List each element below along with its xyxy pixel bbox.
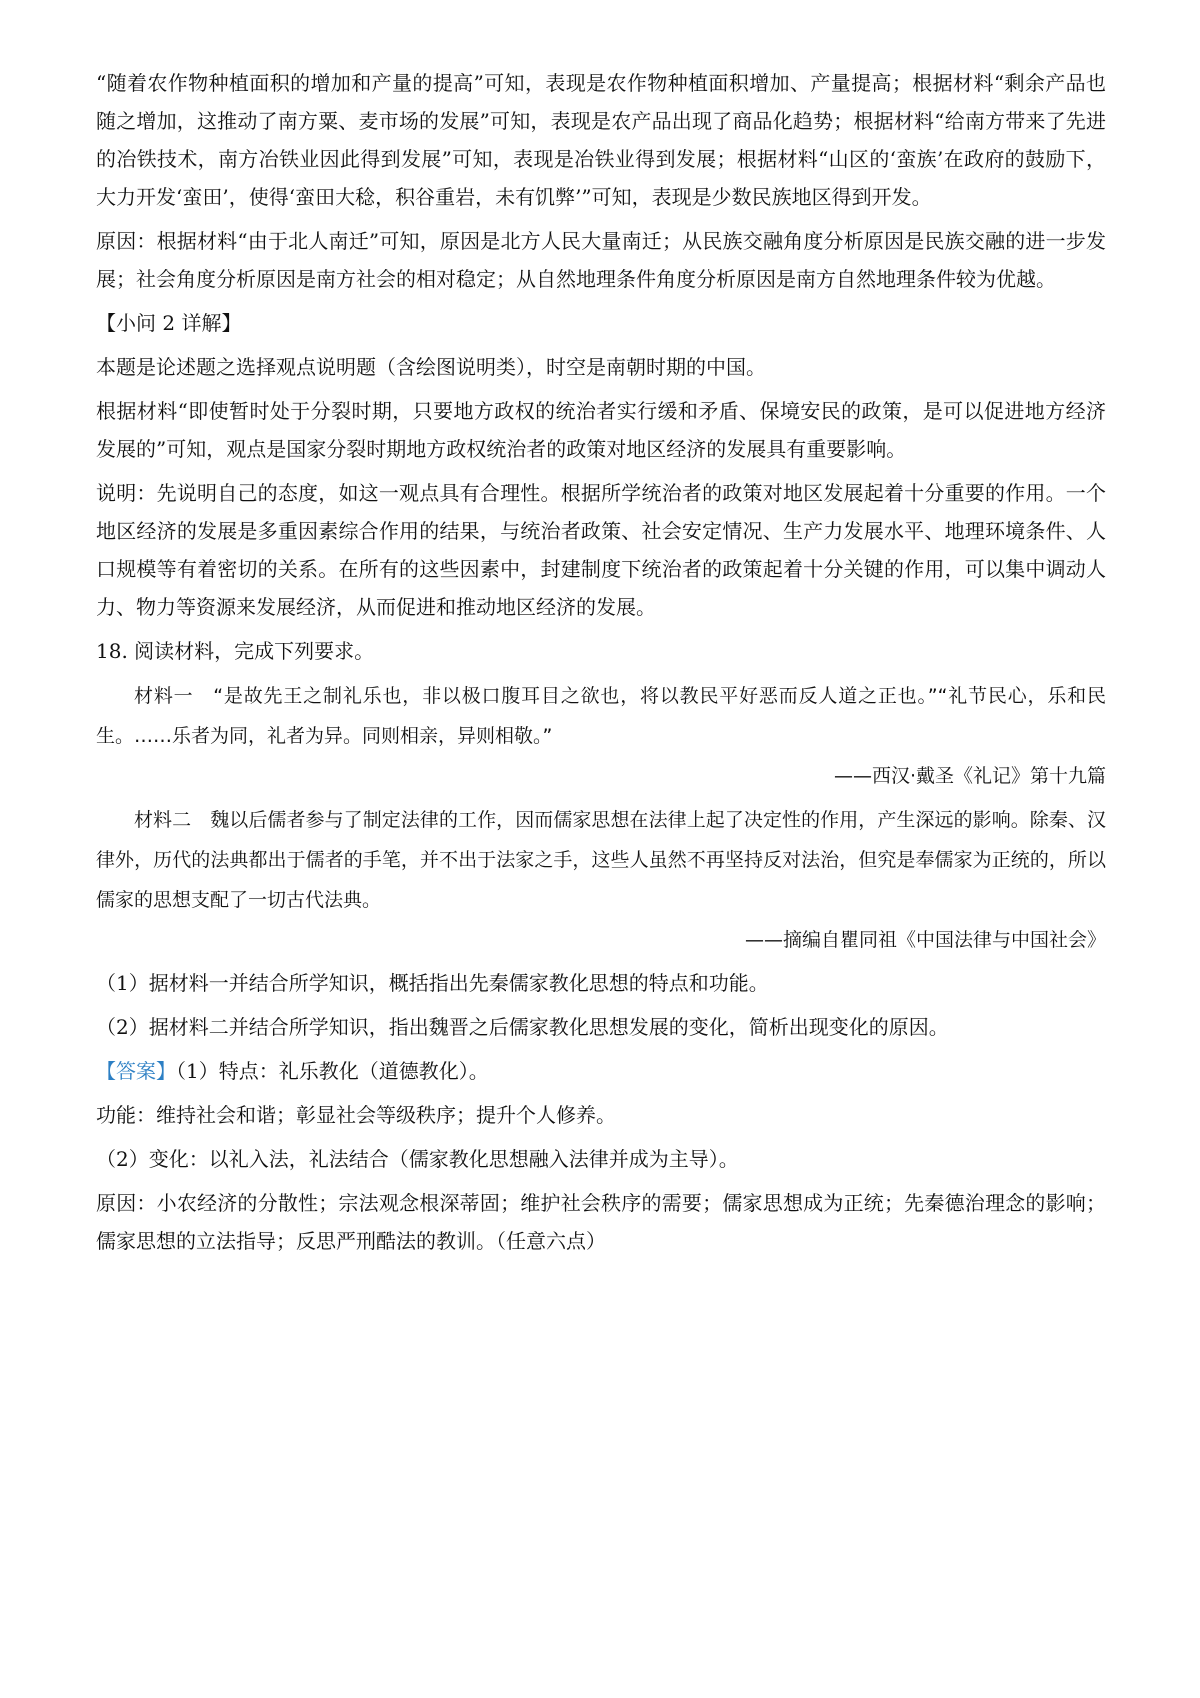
answer-line-3: （2）变化：以礼入法，礼法结合（儒家教化思想融入法律并成为主导）。 xyxy=(96,1147,739,1171)
material-one-source: ——西汉·戴圣《礼记》第十九篇 xyxy=(833,765,1106,787)
answer-tag: 【答案】 xyxy=(96,1059,176,1083)
material-two-source: ——摘编自瞿同祖《中国法律与中国社会》 xyxy=(744,929,1106,951)
question-18-sub1: （1）据材料一并结合所学知识，概括指出先秦儒家教化思想的特点和功能。 xyxy=(96,971,769,995)
answer-line-2: 功能：维持社会和谐；彰显社会等级秩序；提升个人修养。 xyxy=(96,1103,616,1127)
material-one-text: 材料一 “是故先王之制礼乐也，非以极口腹耳目之欲也，将以教民平好恶而反人道之正也。”“礼节民心，乐和民生。……乐者为同，礼者为异。同则相亲，异则相敬。” xyxy=(96,685,1106,747)
question-18-sub2: （2）据材料二并结合所学知识，指出魏晋之后儒家教化思想发展的变化，简析出现变化的原因。 xyxy=(96,1015,949,1039)
part2-explanation-paragraph: 说明：先说明自己的态度，如这一观点具有合理性。根据所学统治者的政策对地区发展起着十分重要的作用。一个地区经济的发展是多重因素综合作用的结果，与统治者政策、社会安定情况、生产力发展水平、地理环境条件、人口规模等有着密切的关系。在所有的这些因素中，封建制度下统治者的政策起着十分关键的作用，可以集中调动人力、物力等资源来发展经济，从而促进和推动地区经济的发展。 xyxy=(96,481,1106,619)
part2-viewpoint-paragraph: 根据材料“即使暂时处于分裂时期，只要地方政权的统治者实行缓和矛盾、保境安民的政策，是可以促进地方经济发展的”可知，观点是国家分裂时期地方政权统治者的政策对地区经济的发展具有重要影响。 xyxy=(96,399,1106,461)
material-two-text: 材料二 魏以后儒者参与了制定法律的工作，因而儒家思想在法律上起了决定性的作用，产生深远的影响。除秦、汉律外，历代的法典都出于儒者的手笔，并不出于法家之手，这些人虽然不再坚持反对法治，但究是奉儒家为正统的，所以儒家的思想支配了一切古代法典。 xyxy=(96,809,1106,911)
document-page xyxy=(96,64,1106,1260)
part2-intro-paragraph: 本题是论述题之选择观点说明题（含绘图说明类），时空是南朝时期的中国。 xyxy=(96,355,766,379)
part1-performance-paragraph: “随着农作物种植面积的增加和产量的提高”可知，表现是农作物种植面积增加、产量提高；根据材料“剩余产品也随之增加，这推动了南方粟、麦市场的发展”可知，表现是农产品出现了商品化趋势；根据材料“给南方带来了先进的冶铁技术，南方冶铁业因此得到发展”可知，表现是冶铁业得到发展；根据材料“山区的‘蛮族’在政府的鼓励下，大力开发‘蛮田’，使得‘蛮田大稔，积谷重岩，未有饥弊’”可知，表现是少数民族地区得到开发。 xyxy=(96,71,1106,209)
part1-reason-paragraph: 原因：根据材料“由于北人南迁”可知，原因是北方人民大量南迁；从民族交融角度分析原因是民族交融的进一步发展；社会角度分析原因是南方社会的相对稳定；从自然地理条件角度分析原因是南方自然地理条件较为优越。 xyxy=(96,229,1106,291)
question-18-stem: 18. 阅读材料，完成下列要求。 xyxy=(96,639,375,663)
answer-line-4: 原因：小农经济的分散性；宗法观念根深蒂固；维护社会秩序的需要；儒家思想成为正统；先秦德治理念的影响；儒家思想的立法指导；反思严刑酷法的教训。（任意六点） xyxy=(96,1191,1106,1253)
answer-line-1-text: （1）特点：礼乐教化（道德教化）。 xyxy=(176,1059,489,1083)
answer-line-1 xyxy=(96,1052,1106,1090)
part2-heading: 【小问 2 详解】 xyxy=(96,311,242,335)
